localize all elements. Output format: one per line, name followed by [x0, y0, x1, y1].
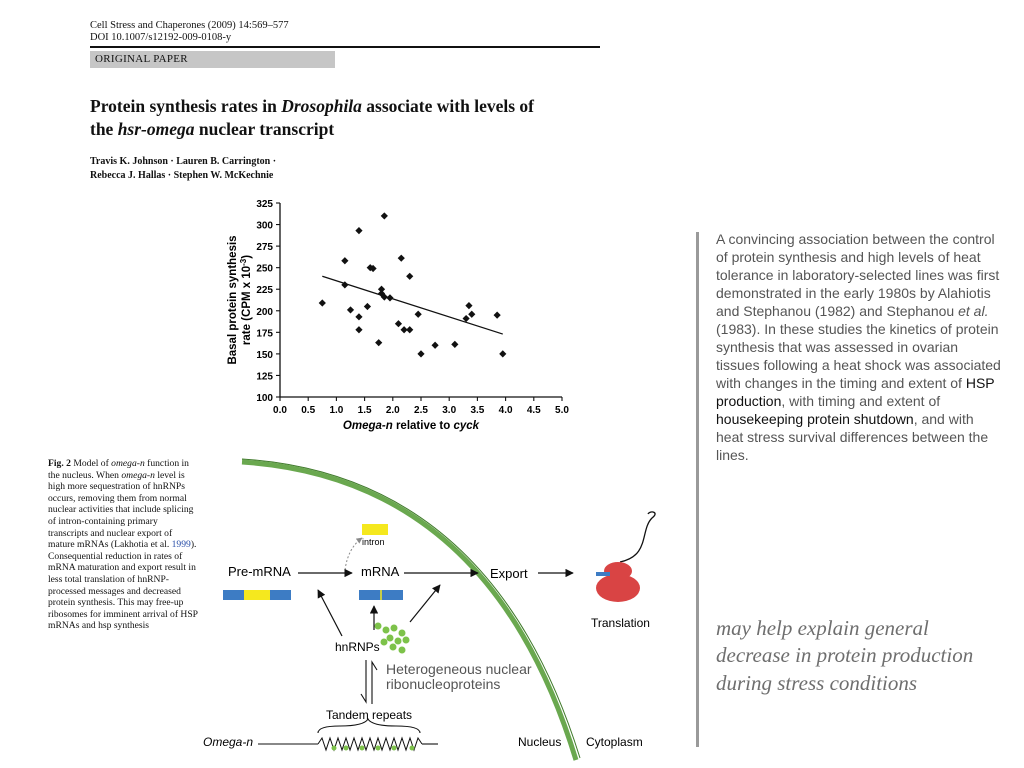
x-axis-label: Omega-n relative to cyck — [342, 420, 480, 432]
data-point — [395, 320, 402, 327]
data-point — [406, 326, 413, 333]
hnrnp-annotation: Heterogeneous nuclear ribonucleoproteins — [386, 661, 532, 692]
y-tick-label: 175 — [256, 328, 273, 340]
data-point — [432, 342, 439, 349]
title-part1: Protein synthesis rates in — [90, 96, 282, 116]
y-tick-label: 225 — [256, 285, 273, 297]
authors-line2: Rebecca J. Hallas · Stephen W. McKechnie — [90, 170, 274, 181]
x-tick-label: 0.5 — [301, 405, 316, 416]
x-tick-label: 0.0 — [273, 405, 287, 416]
hnrnps-label: hnRNPs — [335, 640, 380, 654]
data-point — [415, 311, 422, 318]
data-point — [347, 306, 354, 313]
data-points — [319, 212, 507, 357]
svg-text:Basal protein synthesis: Basal protein synthesis — [227, 235, 239, 365]
splice-arrow — [345, 538, 362, 570]
fig-label: Fig. 2 — [48, 458, 71, 469]
highlight-housekeeping-shutdown: housekeeping protein shutdown — [716, 411, 914, 427]
data-point — [355, 326, 362, 333]
x-tick-label: 2.0 — [385, 405, 400, 416]
pre-mrna-label: Pre-mRNA — [228, 564, 291, 579]
hnrnp-to-premrna-arrow — [318, 590, 342, 636]
export-label: Export — [490, 566, 528, 581]
data-point — [451, 341, 458, 348]
model-diagram — [195, 455, 675, 768]
hnrnp-cluster-icon — [375, 623, 410, 654]
journal-header — [90, 20, 289, 44]
svg-text:rate (CPM x 10-3): rate (CPM x $10^{-3}$) — [239, 254, 253, 346]
paper-title — [90, 95, 560, 141]
scatter-chart — [222, 195, 572, 440]
data-point — [381, 212, 388, 219]
title-part2: associate with levels of the — [90, 96, 534, 139]
omega-n-label: Omega-n — [203, 735, 254, 749]
data-point — [465, 302, 472, 309]
title-italic2: hsr-omega — [117, 119, 195, 139]
pre-mrna-exon2 — [270, 590, 291, 600]
x-tick-label: 1.0 — [329, 405, 344, 416]
data-point — [398, 255, 405, 262]
y-tick-label: 125 — [256, 371, 273, 383]
translation-label: Translation — [591, 616, 650, 630]
y-tick-label: 250 — [256, 263, 273, 275]
journal-doi: DOI 10.1007/s12192-009-0108-y — [90, 32, 232, 43]
mrna-label: mRNA — [361, 564, 400, 579]
data-point — [364, 303, 371, 310]
data-point — [468, 311, 475, 318]
data-point — [375, 339, 382, 346]
y-tick-label: 100 — [256, 393, 273, 404]
x-tick-label: 3.0 — [442, 405, 457, 416]
pull-quote: may help explain general decrease in protein production during stress conditions — [716, 616, 974, 695]
header-rule — [90, 46, 600, 48]
data-point — [494, 311, 501, 318]
data-point — [417, 350, 424, 357]
tandem-repeats-label: Tandem repeats — [326, 708, 413, 722]
y-tick-label: 275 — [256, 242, 273, 254]
trend-line — [322, 276, 502, 334]
y-tick-label: 300 — [256, 220, 273, 232]
y-axis-label — [227, 235, 253, 364]
x-tick-label: 2.5 — [414, 405, 428, 416]
journal-citation: Cell Stress and Chaperones (2009) 14:569–577 — [90, 20, 289, 31]
y-tick-label: 200 — [256, 306, 273, 318]
citation-link[interactable]: 1999 — [171, 539, 191, 551]
data-point — [499, 350, 506, 357]
ribosome-icon — [596, 512, 655, 602]
data-point — [406, 273, 413, 280]
x-tick-label: 1.5 — [357, 405, 372, 416]
equilibrium-arrows — [361, 660, 377, 704]
intron-bar — [362, 524, 388, 535]
x-tick-label: 3.5 — [470, 405, 485, 416]
data-point — [355, 313, 362, 320]
vertical-divider — [696, 232, 699, 747]
summary-text: A convincing association between the control of protein synthesis and high levels of heat tolerance in laboratory-selected lines was first demonstrated in the early 1980s by Alahiotis and Stephanou (1982) and Stephanou et al. (1983). In these studies the kinetics of protein synthesis that was assessed in ovarian tissues following a heat shock was associated with changes in the timing and extent of HSP production, with timing and extent of housekeeping protein shutdown, and with heat stress survival differences between the lines. — [716, 231, 1001, 463]
y-ticks — [256, 199, 280, 404]
pre-mrna-intron — [244, 590, 270, 600]
hnrnp-to-export-arrow — [410, 585, 440, 622]
x-tick-label: 5.0 — [555, 405, 569, 416]
data-point — [355, 227, 362, 234]
cytoplasm-label: Cytoplasm — [586, 735, 643, 749]
intron-label: intron — [362, 537, 385, 547]
pre-mrna-exon1 — [223, 590, 244, 600]
x-tick-label: 4.5 — [526, 405, 541, 416]
section-badge: ORIGINAL PAPER — [90, 51, 335, 68]
x-ticks — [273, 397, 569, 416]
data-point — [319, 299, 326, 306]
nucleus-label: Nucleus — [518, 735, 562, 749]
author-list — [90, 155, 276, 183]
data-point — [341, 257, 348, 264]
title-part3: nuclear transcript — [194, 119, 335, 139]
highlight-hsp-production: HSP production — [716, 375, 995, 409]
title-italic1: Drosophila — [281, 96, 362, 116]
y-tick-label: 325 — [256, 199, 273, 210]
x-tick-label: 4.0 — [498, 405, 513, 416]
y-tick-label: 150 — [256, 349, 273, 361]
figure-caption: Fig. 2 Model of omega-n function in the nucleus. When omega-n level is high more sequestration of hnRNPs occurs, removing them from normal nuclear activities that include splicing of intron-containing primary transcripts and nuclear export of mature mRNAs (Lakhotia et al. 1999). Consequential reduction in rates of mRNA maturation and export result in less total translation of hnRNP-processed messages and decreased protein synthesis. This may free-up ribosomes for imminent arrival of HSP mRNAs and hsp synthesis — [48, 458, 198, 632]
authors-line1: Travis K. Johnson · Lauren B. Carrington · — [90, 156, 277, 167]
